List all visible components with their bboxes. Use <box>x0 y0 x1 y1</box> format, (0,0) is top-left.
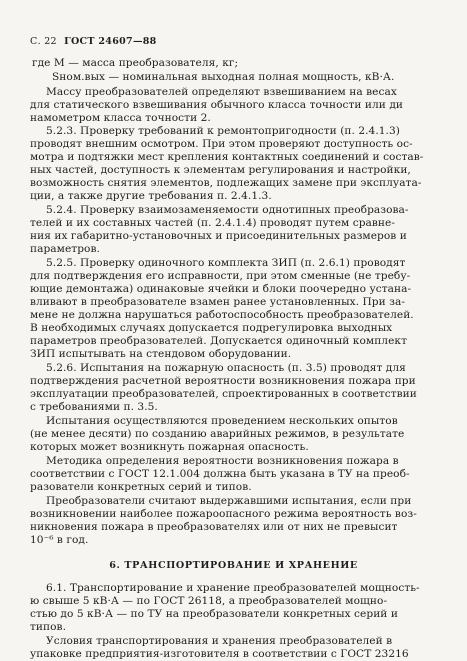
text-line: мотра и подтяжки мест крепления контактных соединений и состав- <box>30 151 424 163</box>
text-line: параметров. <box>30 243 100 255</box>
text-line: ных частей, доступность к элементам регулирования и настройки, <box>30 164 411 176</box>
text-line: которых может возникнуть пожарная опасность. <box>30 441 309 453</box>
text-line: ЗИП испытывать на стендовом оборудовании. <box>30 348 292 360</box>
text-line: телей и их составных частей (п. 2.4.1.4) проводят путем сравне- <box>30 217 395 229</box>
page-header <box>30 36 157 47</box>
text-line: 5.2.5. Проверку одиночного комплекта ЗИП (п. 2.6.1) проводят <box>46 257 406 269</box>
text-line: подтверждения расчетной вероятности возникновения пожара при <box>30 375 416 387</box>
text-line: 5.2.6. Испытания на пожарную опасность (п. 3.5) проводят для <box>46 362 406 374</box>
text-line: (не менее десяти) по созданию аварийных режимов, в результате <box>30 428 405 440</box>
text-line: типов. <box>30 621 66 633</box>
text-line: для подтверждения его исправности, при этом сменные (не требу- <box>30 270 411 282</box>
text-line: В необходимых случаях допускается подрегулировка выходных <box>30 322 393 334</box>
text-line: эксплуатации преобразователей, спроектированных в соответствии <box>30 388 417 400</box>
text-line: Sном.вых — номинальная выходная полная мощность, кВ·А. <box>52 71 395 83</box>
text-line: с требованиями п. 3.5. <box>30 401 158 413</box>
text-line: возникновении наиболее пожароопасного режима вероятность воз- <box>30 508 417 520</box>
text-line: возможность снятия элементов, подлежащих замене при эксплуата- <box>30 177 422 189</box>
text-line: Массу преобразователей определяют взвешиванием на весах <box>46 86 397 98</box>
text-line: мене не должна нарушаться работоспособность преобразователей. <box>30 309 414 321</box>
text-line: соответствии с ГОСТ 12.1.004 должна быть указана в ТУ на преоб- <box>30 468 410 480</box>
text-line: для статического взвешивания обычного класса точности или ди <box>30 99 404 111</box>
text-line: 10⁻⁶ в год. <box>30 534 89 546</box>
section-heading: 6. ТРАНСПОРТИРОВАНИЕ И ХРАНЕНИЕ <box>109 560 358 571</box>
text-line: ния их габаритно-установочных и присоединительных размеров и <box>30 230 407 242</box>
text-line: Методика определения вероятности возникновения пожара в <box>46 455 399 467</box>
text-line: ю свыше 5 кВ·А — по ГОСТ 26118, а преобразователей мощно- <box>30 595 388 607</box>
text-line: ющие демонтажа) одинаковые ячейки и блоки поочередно устана- <box>30 283 412 295</box>
text-line: 5.2.3. Проверку требований к ремонтопригодности (п. 2.4.1.3) <box>46 125 400 137</box>
text-line: упаковке предприятия-изготовителя в соответствии с ГОСТ 23216 <box>30 648 409 660</box>
text-line: намометром класса точности 2. <box>30 112 211 124</box>
text-line: никновения пожара в преобразователях или от них не превысит <box>30 521 398 533</box>
text-line: 5.2.4. Проверку взаимозаменяемости однотипных преобразова- <box>46 204 409 216</box>
text-line: Преобразователи считают выдержавшими испытания, если при <box>46 495 412 507</box>
text-line: вливают в преобразователе взамен ранее установленных. При за- <box>30 296 405 308</box>
text-line: стью до 5 кВ·А — по ТУ на преобразователи конкретных серий и <box>30 608 398 620</box>
text-line: ции, а также другие требования п. 2.4.1.3. <box>30 190 272 202</box>
text-line: Условия транспортирования и хранения преобразователей в <box>46 635 393 647</box>
text-line: Испытания осуществляются проведением нескольких опытов <box>46 415 398 427</box>
text-line: проводят внешним осмотром. При этом проверяют доступность ос- <box>30 138 413 150</box>
text-line: 6.1. Транспортирование и хранение преобразователей мощность- <box>46 582 420 594</box>
page-number: С. 22 <box>30 36 57 47</box>
standard-number: ГОСТ 24607—88 <box>64 36 157 47</box>
text-line: где M — масса преобразователя, кг; <box>32 57 239 69</box>
text-line: разователи конкретных серий и типов. <box>30 481 252 493</box>
text-line: параметров преобразователей. Допускается одиночный комплект <box>30 335 407 347</box>
